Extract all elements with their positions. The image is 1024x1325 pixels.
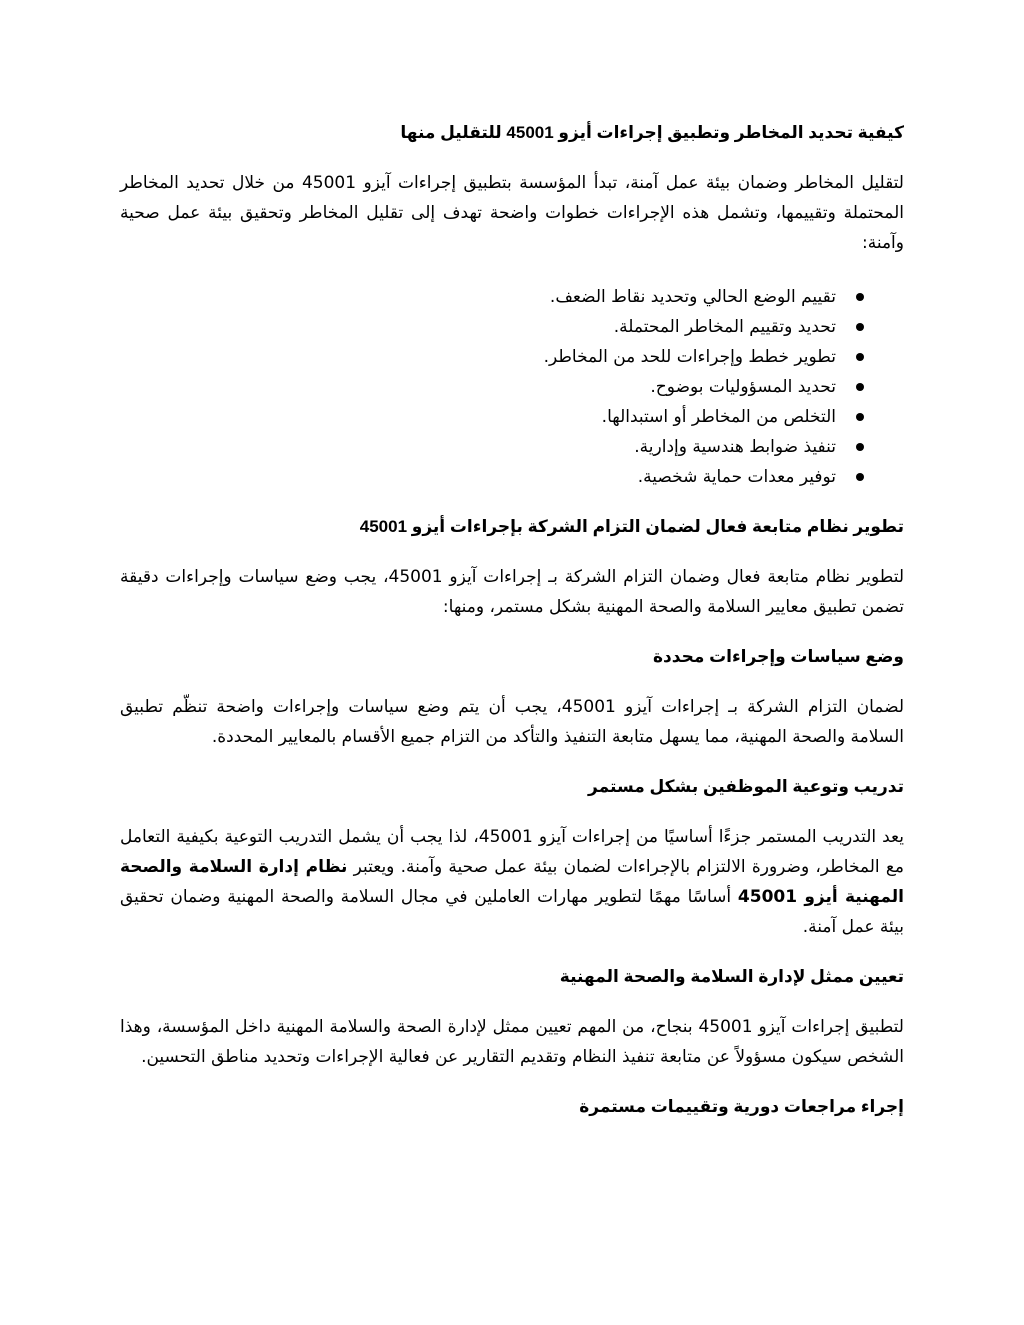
list-item-text: توفير معدات حماية شخصية. xyxy=(637,467,836,487)
paragraph-training-text-2: أساسًا مهمًا لتطوير مهارات العاملين في مجال السلامة والصحة المهنية وضمان تحقيق بيئة عمل آمنة. xyxy=(120,887,904,937)
section-heading-policies: وضع سياسات وإجراءات محددة xyxy=(652,647,904,666)
bullet-icon xyxy=(856,323,864,331)
section-heading-training: تدريب وتوعية الموظفين بشكل مستمر xyxy=(588,777,904,796)
list-item xyxy=(120,372,864,402)
bullet-icon xyxy=(856,293,864,301)
bullet-icon xyxy=(856,353,864,361)
list-item-text: تطوير خطط وإجراءات للحد من المخاطر. xyxy=(543,347,836,367)
list-item-text: تقييم الوضع الحالي وتحديد نقاط الضعف. xyxy=(549,287,836,307)
bullet-icon xyxy=(856,413,864,421)
section-heading-risk-identification: كيفية تحديد المخاطر وتطبيق إجراءات أيزو 45001 للتقليل منها xyxy=(400,123,904,142)
list-item xyxy=(120,462,864,492)
bullet-icon xyxy=(856,383,864,391)
section-heading-monitoring-system: تطوير نظام متابعة فعال لضمان التزام الشركة بإجراءات أيزو 45001 xyxy=(359,517,904,536)
section-heading-reviews: إجراء مراجعات دورية وتقييمات مستمرة xyxy=(579,1097,904,1116)
bullet-icon xyxy=(856,443,864,451)
paragraph-training-text-1: يعد التدريب المستمر جزءًا أساسيًا من إجراءات آيزو 45001، لذا يجب أن يشمل التدريب التوعية بكيفية التعامل مع المخاطر، وضرورة الالتزام بالإجراءات لضمان بيئة عمل صحية وآمنة. ويعتبر xyxy=(120,827,904,877)
list-item-text: تحديد وتقييم المخاطر المحتملة. xyxy=(613,317,836,337)
list-item xyxy=(120,402,864,432)
list-item xyxy=(120,312,864,342)
list-item xyxy=(120,282,864,312)
paragraph-training xyxy=(120,822,904,942)
paragraph-risk-intro: لتقليل المخاطر وضمان بيئة عمل آمنة، تبدأ المؤسسة بتطبيق إجراءات آيزو 45001 من خلال تحديد المخاطر المحتملة وتقييمها، وتشمل هذه الإجراءات خطوات واضحة تهدف إلى تقليل المخاطر وتحقيق بيئة عمل صحية وآمنة: xyxy=(120,173,904,253)
section-heading-representative: تعيين ممثل لإدارة السلامة والصحة المهنية xyxy=(559,967,904,986)
paragraph-monitoring-system: لتطوير نظام متابعة فعال وضمان التزام الشركة بـ إجراءات آيزو 45001، يجب وضع سياسات وإجراءات دقيقة تضمن تطبيق معايير السلامة والصحة المهنية بشكل مستمر، ومنها: xyxy=(120,567,905,617)
paragraph-representative: لتطبيق إجراءات آيزو 45001 بنجاح، من المهم تعيين ممثل لإدارة الصحة والسلامة المهنية داخل المؤسسة، وهذا الشخص سيكون مسؤولاً عن متابعة تنفيذ النظام وتقديم التقارير عن فعالية الإجراءات وتحديد مناطق التحسين. xyxy=(120,1017,904,1067)
list-item-text: تنفيذ ضوابط هندسية وإدارية. xyxy=(634,437,836,457)
paragraph-policies: لضمان التزام الشركة بـ إجراءات آيزو 45001، يجب أن يتم وضع سياسات وإجراءات واضحة تنظّم تطبيق السلامة والصحة المهنية، مما يسهل متابعة التنفيذ والتأكد من التزام جميع الأقسام بالمعايير المحددة. xyxy=(120,697,905,747)
list-item xyxy=(120,432,864,462)
bullet-icon xyxy=(856,473,864,481)
list-item-text: تحديد المسؤوليات بوضوح. xyxy=(650,377,836,397)
bullet-list-risk-steps xyxy=(120,282,904,492)
list-item-text: التخلص من المخاطر أو استبدالها. xyxy=(601,407,836,427)
list-item xyxy=(120,342,864,372)
paragraph-training-bold: نظام إدارة السلامة والصحة المهنية أيزو 45001 xyxy=(120,857,904,907)
